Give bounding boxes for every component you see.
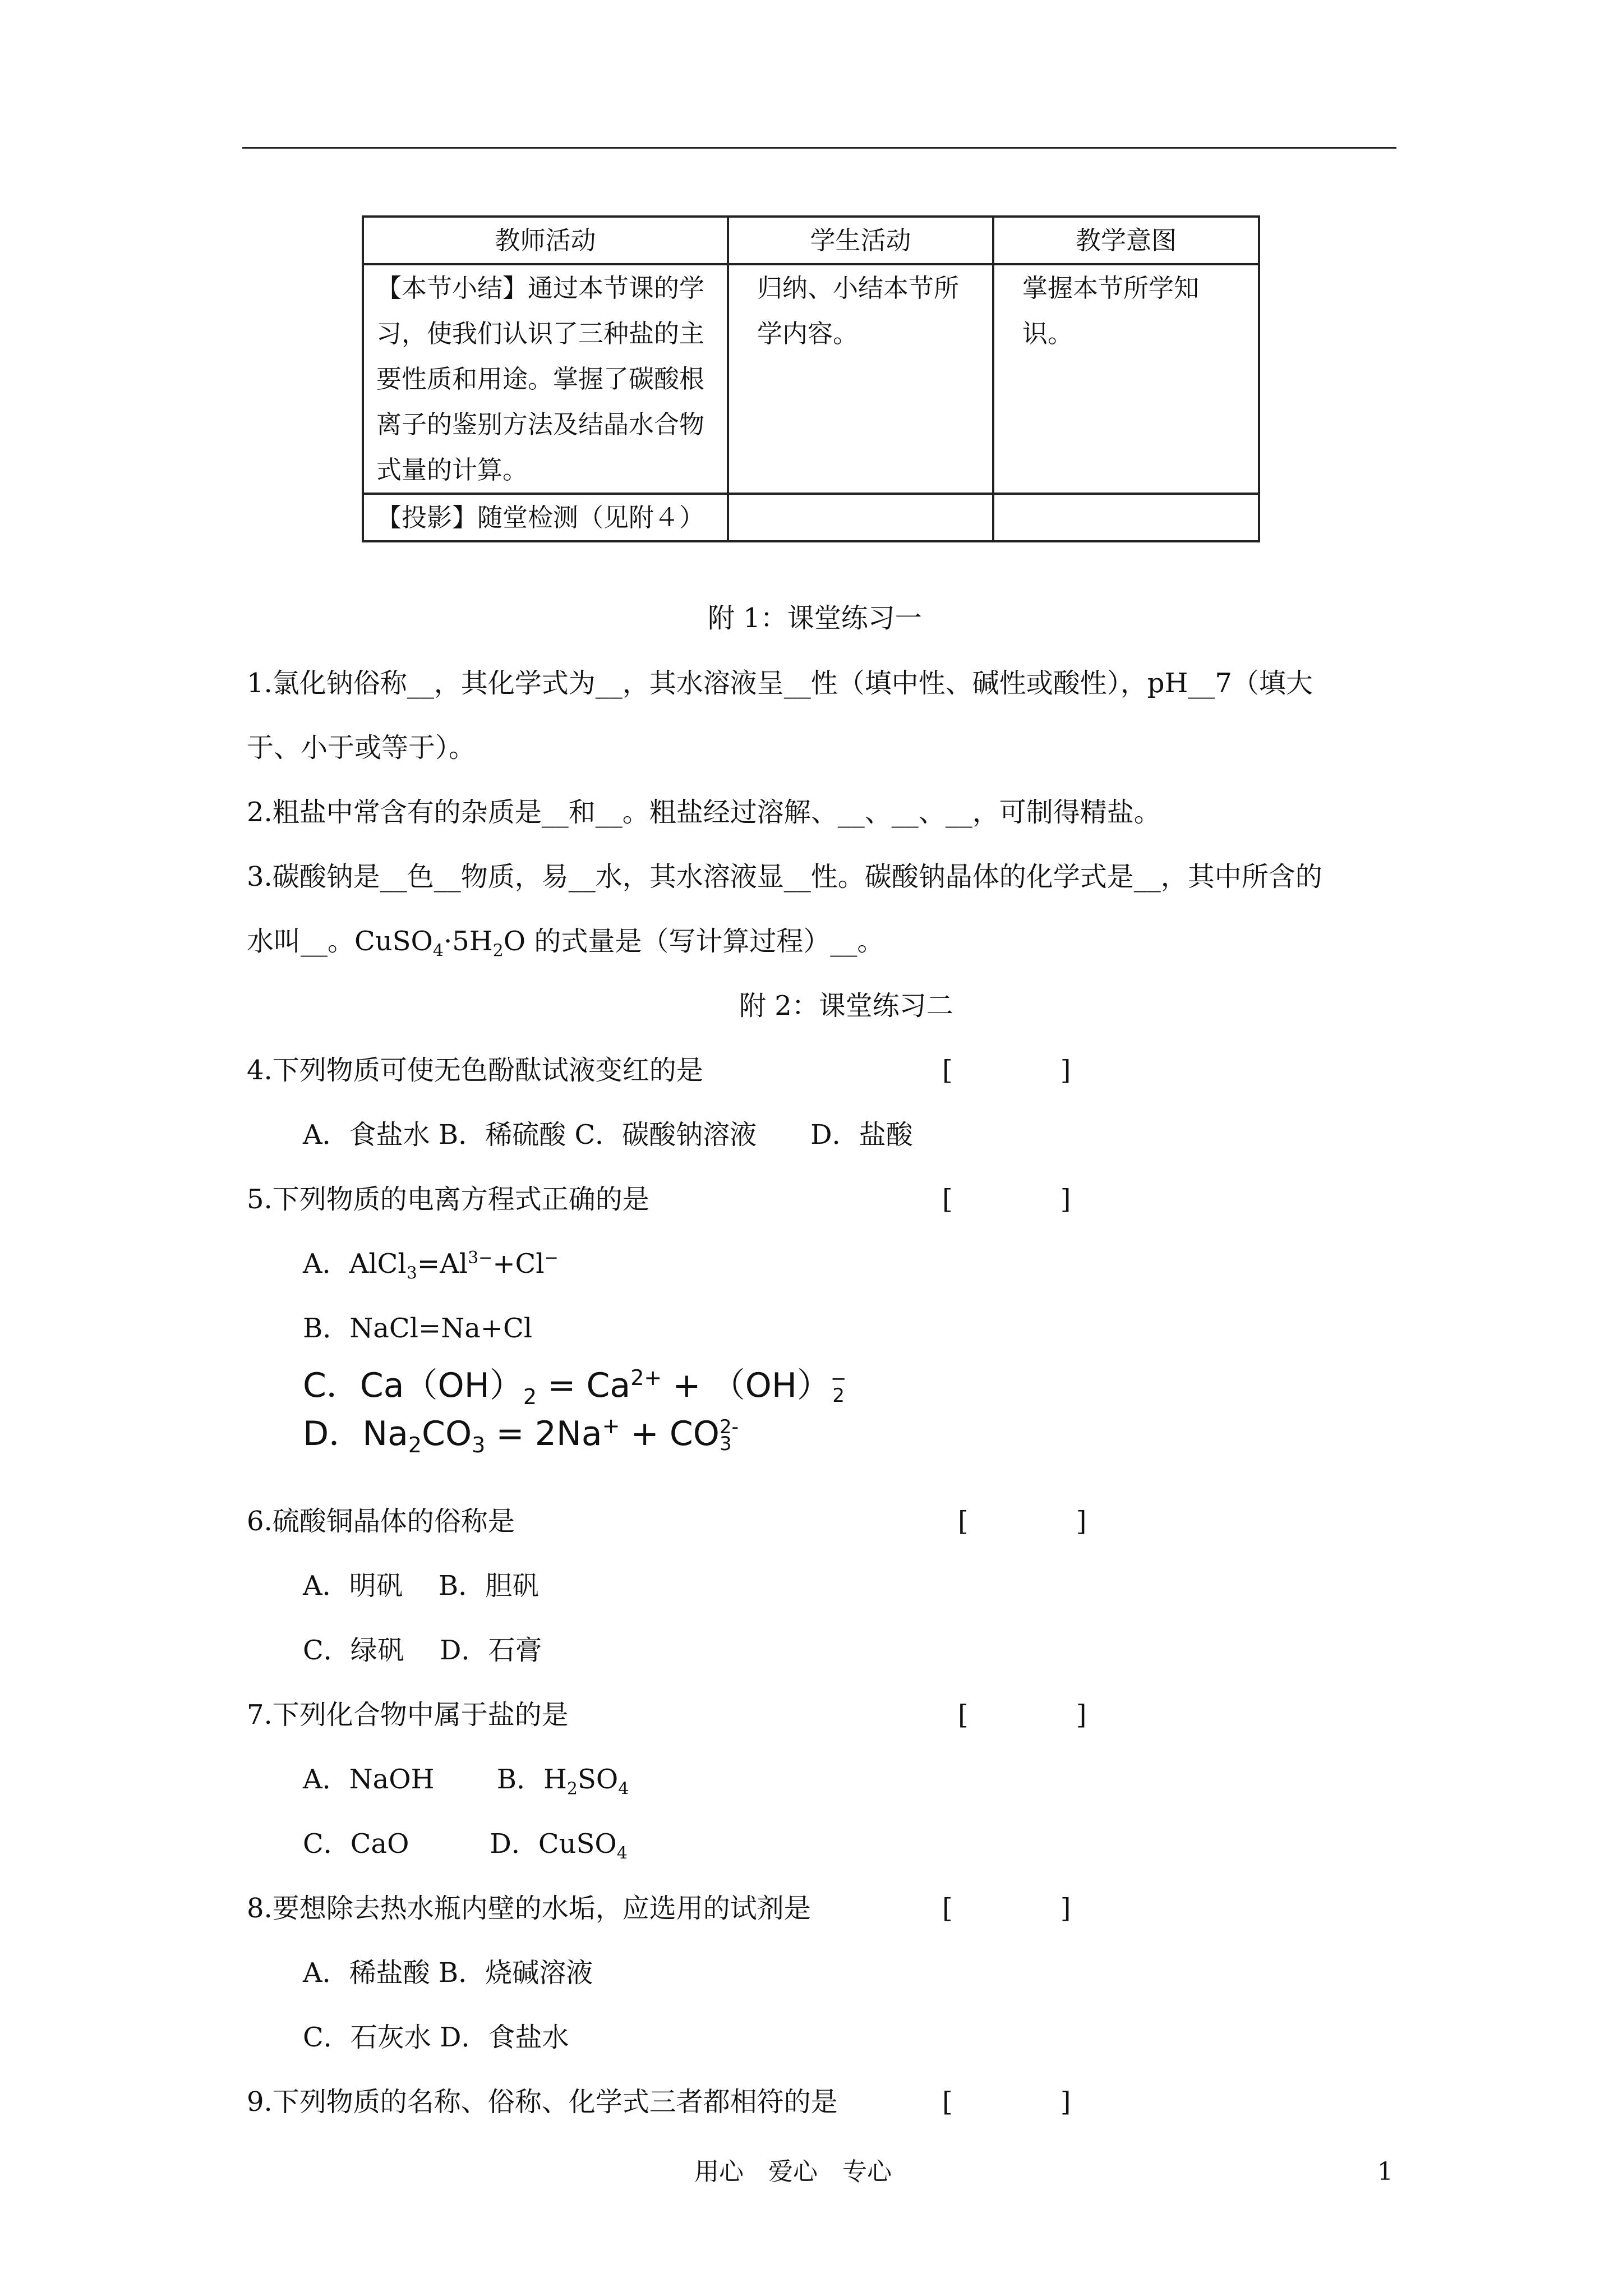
summary-purpose-cell: 掌握本节所学知识。 <box>993 264 1259 494</box>
question-2: 2.粗盐中常含有的杂质是__和__。粗盐经过溶解、__、__、__，可制得精盐。 <box>247 797 1161 828</box>
answer-bracket: [ ] <box>942 1893 1071 1924</box>
projection-purpose-cell <box>993 494 1259 541</box>
projection-teacher-cell: 【投影】随堂检测（见附４） <box>363 494 728 541</box>
question-7-options-1: A．NaOH B．$H_2SO_4$ <box>303 1764 629 1799</box>
question-5-option-b: B．NaCl=Na+Cl <box>303 1313 533 1344</box>
table-row <box>363 264 1259 494</box>
footer-motto: 用心 爱心 专心 <box>694 2157 892 2186</box>
answer-bracket: [ ] <box>942 2086 1071 2118</box>
summary-student-cell: 归纳、小结本节所学内容。 <box>728 264 993 494</box>
question-6: 6.硫酸铜晶体的俗称是 <box>247 1506 515 1537</box>
answer-bracket: [ ] <box>942 1055 1071 1086</box>
question-6-options-1: A．明矾 B．胆矾 <box>303 1570 540 1602</box>
question-8: 8.要想除去热水瓶内壁的水垢，应选用的试剂是 <box>247 1893 811 1924</box>
lesson-table <box>362 215 1260 542</box>
question-8-options-1: A．稀盐酸 B．烧碱溶液 <box>303 1957 593 1989</box>
projection-student-cell <box>728 494 993 541</box>
question-4-options: A．食盐水 B．稀硫酸 C．碳酸钠溶液 D．盐酸 <box>303 1119 913 1151</box>
question-8-options-2: C．石灰水 D．食盐水 <box>303 2022 569 2053</box>
question-1-line1: 1.氯化钠俗称__，其化学式为__，其水溶液呈__性（填中性、碱性或酸性），pH__7（填大 <box>247 668 1313 699</box>
question-3-line1: 3.碳酸钠是__色__物质，易__水，其水溶液显__性。碳酸钠晶体的化学式是__，其中所含的 <box>247 861 1322 892</box>
page-number: 1 <box>1377 2157 1393 2186</box>
header-student-activity: 学生活动 <box>728 217 993 264</box>
question-5-option-c: C．$Ca(OH)_2 = Ca^{2+} + (OH)$ − 2 <box>303 1365 847 1409</box>
appendix1-title: 附 1：课堂练习一 <box>708 602 922 634</box>
header-teacher-activity: 教师活动 <box>363 217 728 264</box>
question-3-line2: 水叫__。$CuSO_4\cdot 5H_2O$ 的式量是（写计算过程）__。 <box>247 926 884 961</box>
header-teaching-intent: 教学意图 <box>993 217 1259 264</box>
answer-bracket: [ ] <box>942 1184 1071 1215</box>
answer-bracket: [ ] <box>958 1506 1087 1537</box>
question-5: 5.下列物质的电离方程式正确的是 <box>247 1184 649 1215</box>
question-7: 7.下列化合物中属于盐的是 <box>247 1699 569 1731</box>
table-row <box>363 494 1259 541</box>
table-header-row <box>363 217 1259 264</box>
question-9: 9.下列物质的名称、俗称、化学式三者都相符的是 <box>247 2086 838 2118</box>
question-5-option-a: A．$AlCl_3=Al^{3-}+Cl^-$ <box>303 1248 559 1283</box>
header-rule <box>242 147 1396 149</box>
summary-teacher-cell: 【本节小结】通过本节课的学习，使我们认识了三种盐的主要性质和用途。掌握了碳酸根离子的鉴别方法及结晶水合物式量的计算。 <box>363 264 728 494</box>
question-5-option-d: D．$Na_2CO_3 = 2Na^+$ + CO 2- 3 <box>303 1414 739 1457</box>
question-4: 4.下列物质可使无色酚酞试液变红的是 <box>247 1055 703 1086</box>
question-6-options-2: C．绿矾 D．石膏 <box>303 1635 542 1666</box>
appendix2-title: 附 2：课堂练习二 <box>739 990 953 1022</box>
question-1-line2: 于、小于或等于）。 <box>247 732 476 763</box>
question-7-options-2: C．CaO D．CuSO$_4$ <box>303 1828 628 1864</box>
answer-bracket: [ ] <box>958 1699 1087 1731</box>
